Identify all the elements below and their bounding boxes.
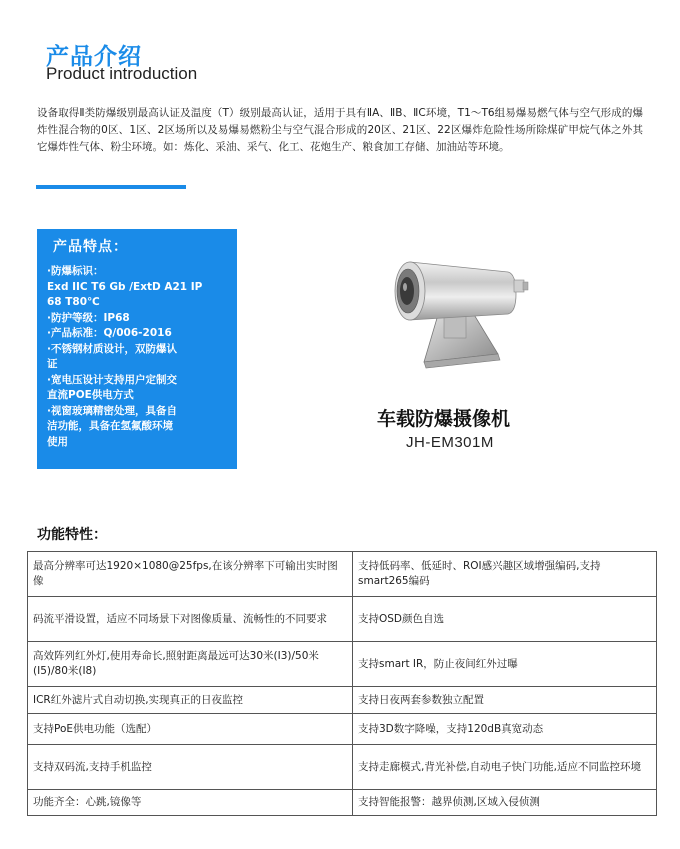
features-title: 产品特点： bbox=[53, 239, 128, 255]
table-cell: 支持智能报警：越界侦测,区域入侵侦测 bbox=[353, 790, 657, 816]
functions-title: 功能特性： bbox=[37, 527, 107, 543]
table-cell: 最高分辨率可达1920×1080@25fps,在该分辨率下可输出实时图像 bbox=[28, 552, 353, 597]
table-row bbox=[28, 714, 657, 745]
table-cell: 支持OSD颜色自选 bbox=[353, 597, 657, 642]
table-row bbox=[28, 745, 657, 790]
intro-paragraph: 设备取得Ⅱ类防爆级别最高认证及温度（T）级别最高认证，适用于具有ⅡA、ⅡB、ⅡC环境，T1～T6组易爆易燃气体与空气形成的爆炸性混合物的0区、1区、2区场所以及易爆易燃粉尘与空气混合形成的20区、21区、22区爆炸危险性场所除煤矿甲烷气体之外其它爆炸性气体、粉尘环境。如：炼化、采油、采气、化工、花炮生产、粮食加工存储、加油站等环境。 bbox=[37, 107, 643, 153]
feature-line: 洁功能，具备在氢氟酸环境 bbox=[47, 420, 173, 432]
feature-line: Exd IIC T6 Gb /ExtD A21 IP bbox=[47, 280, 203, 293]
page-title: 产品介绍 bbox=[46, 44, 142, 70]
feature-line: ·宽电压设计支持用户定制交 bbox=[47, 373, 177, 386]
features-list bbox=[47, 264, 229, 450]
table-cell: 支持3D数字降噪，支持120dB真宽动态 bbox=[353, 714, 657, 745]
table-cell: ICR红外滤片式自动切换,实现真正的日夜监控 bbox=[28, 687, 353, 714]
feature-line: ·产品标准：Q/006-2016 bbox=[47, 327, 172, 339]
feature-line: ·防护等级：IP68 bbox=[47, 311, 130, 324]
table-row bbox=[28, 642, 657, 687]
table-cell: 支持PoE供电功能（选配） bbox=[28, 714, 353, 745]
feature-line: 证 bbox=[47, 358, 58, 370]
table-row bbox=[28, 790, 657, 816]
page-subtitle: Product introduction bbox=[46, 64, 198, 83]
table-cell: 支持smart IR，防止夜间红外过曝 bbox=[353, 642, 657, 687]
table-cell: 功能齐全：心跳,镜像等 bbox=[28, 790, 353, 816]
product-name: 车载防爆摄像机 bbox=[377, 408, 511, 430]
feature-line: ·防爆标识： bbox=[47, 265, 104, 277]
feature-line: ·不锈钢材质设计，双防爆认 bbox=[47, 342, 177, 355]
table-cell: 支持双码流,支持手机监控 bbox=[28, 745, 353, 790]
feature-line: 直流POE供电方式 bbox=[47, 389, 134, 401]
feature-line: ·视窗玻璃精密处理，具备自 bbox=[47, 404, 177, 417]
table-cell: 支持低码率、低延时、ROI感兴趣区域增强编码,支持smart265编码 bbox=[353, 552, 657, 597]
feature-line: 使用 bbox=[47, 435, 68, 448]
table-cell: 支持日夜两套参数独立配置 bbox=[353, 687, 657, 714]
features-panel bbox=[37, 229, 237, 469]
table-row bbox=[28, 552, 657, 597]
table-cell: 高效阵列红外灯,使用寿命长,照射距离最远可达30米(I3)/50米(I5)/80米(I8) bbox=[28, 642, 353, 687]
feature-line: 68 T80℃ bbox=[47, 296, 100, 308]
product-model: JH-EM301M bbox=[406, 434, 494, 451]
functions-table bbox=[27, 551, 657, 816]
table-cell: 支持走廊模式,背光补偿,自动电子快门功能,适应不同监控环境 bbox=[353, 745, 657, 790]
divider-line bbox=[36, 185, 186, 189]
table-row bbox=[28, 687, 657, 714]
table-row bbox=[28, 597, 657, 642]
camera-image bbox=[380, 250, 530, 370]
table-cell: 码流平滑设置，适应不同场景下对图像质量、流畅性的不同要求 bbox=[28, 597, 353, 642]
